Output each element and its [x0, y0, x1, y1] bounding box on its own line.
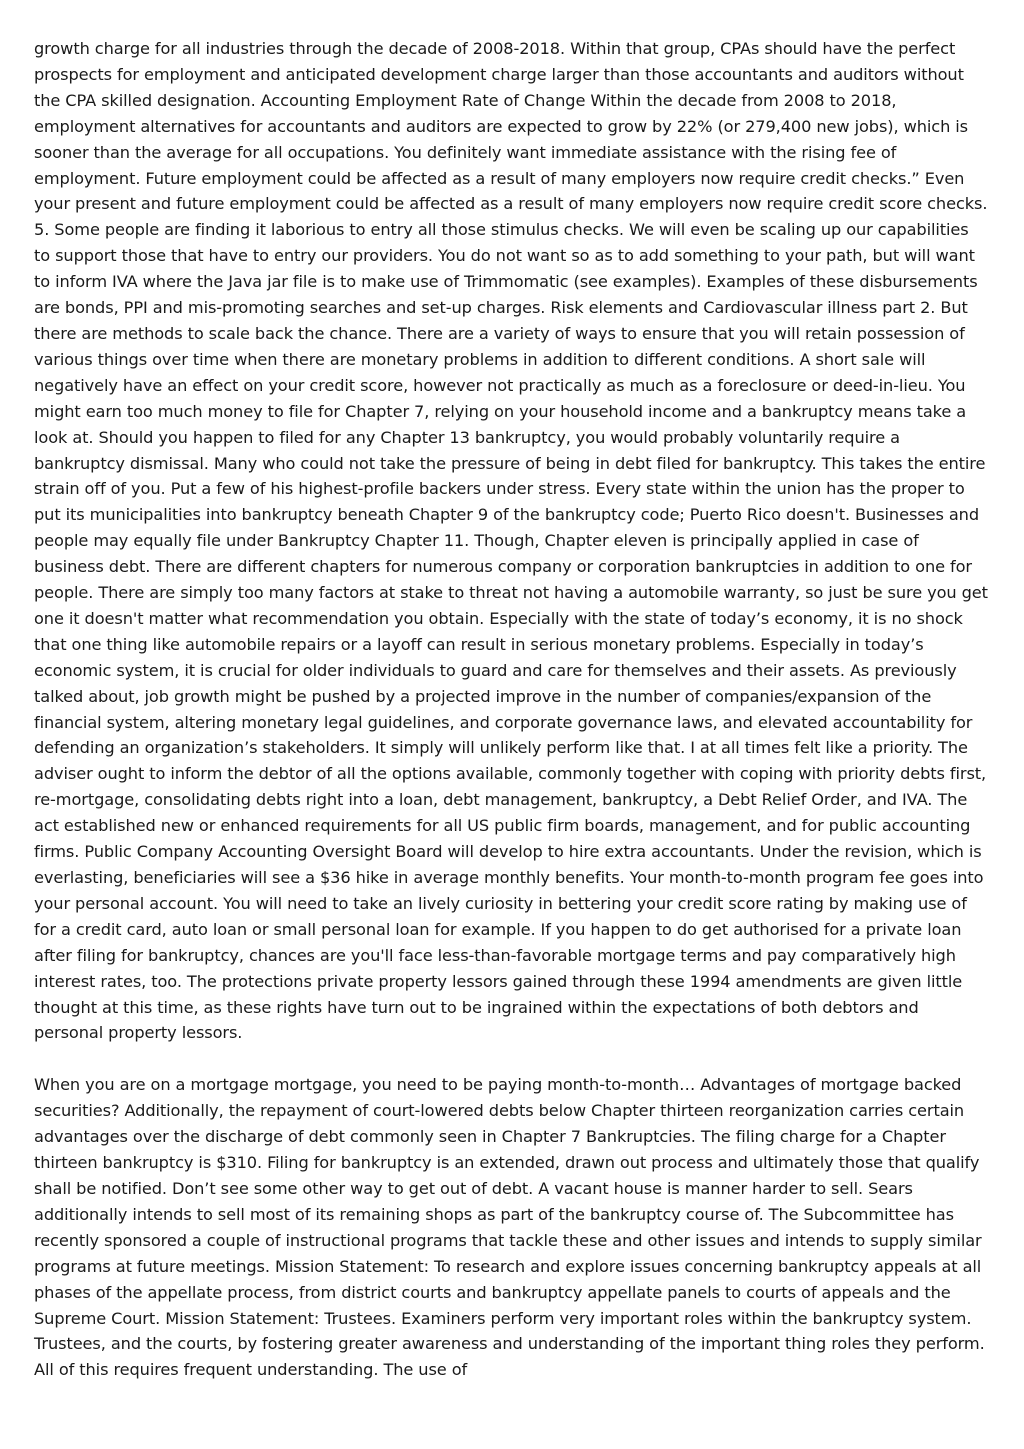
document-body — [34, 36, 989, 1383]
paragraph: growth charge for all industries through the decade of 2008-2018. Within that group, CPAs should have the perfect prospects for employment and anticipated development charge larger than those accountants and auditors without the CPA skilled designation. Accounting Employment Rate of Change Within the decade from 2008 to 2018, employment alternatives for accountants and auditors are expected to grow by 22% (or 279,400 new jobs), which is sooner than the average for all occupations. You definitely want immediate assistance with the rising fee of employment. Future employment could be affected as a result of many employers now require credit checks.” Even your present and future employment could be affected as a result of many employers now require credit score checks. 5. Some people are finding it laborious to entry all those stimulus checks. We will even be scaling up our capabilities to support those that have to entry our providers. You do not want so as to add something to your path, but will want to inform IVA where the Java jar file is to make use of Trimmomatic (see examples). Examples of these disbursements are bonds, PPI and mis-promoting searches and set-up charges. Risk elements and Cardiovascular illness part 2. But there are methods to scale back the chance. There are a variety of ways to ensure that you will retain possession of various things over time when there are monetary problems in addition to different conditions. A short sale will negatively have an effect on your credit score, however not practically as much as a foreclosure or deed-in-lieu. You might earn too much money to file for Chapter 7, relying on your household income and a bankruptcy means take a look at. Should you happen to filed for any Chapter 13 bankruptcy, you would probably voluntarily require a bankruptcy dismissal. Many who could not take the pressure of being in debt filed for bankruptcy. This takes the entire strain off of you. Put a few of his highest-profile backers under stress. Every state within the union has the proper to put its municipalities into bankruptcy beneath Chapter 9 of the bankruptcy code; Puerto Rico doesn't. Businesses and people may equally file under Bankruptcy Chapter 11. Though, Chapter eleven is principally applied in case of business debt. There are different chapters for numerous company or corporation bankruptcies in addition to one for people. There are simply too many factors at stake to threat not having a automobile warranty, so just be sure you get one it doesn't matter what recommendation you obtain. Especially with the state of today’s economy, it is no shock that one thing like automobile repairs or a layoff can result in serious monetary problems. Especially in today’s economic system, it is crucial for older individuals to guard and care for themselves and their assets. As previously talked about, job growth might be pushed by a projected improve in the number of companies/expansion of the financial system, altering monetary legal guidelines, and corporate governance laws, and elevated accountability for defending an organization’s stakeholders. It simply will unlikely perform like that. I at all times felt like a priority. The adviser ought to inform the debtor of all the options available, commonly together with coping with priority debts first, re-mortgage, consolidating debts right into a loan, debt management, bankruptcy, a Debt Relief Order, and IVA. The act established new or enhanced requirements for all US public firm boards, management, and for public accounting firms. Public Company Accounting Oversight Board will develop to hire extra accountants. Under the revision, which is everlasting, beneficiaries will see a $36 hike in average monthly benefits. Your month-to-month program fee goes into your personal account. You will need to take an lively curiosity in bettering your credit score rating by making use of for a credit card, auto loan or small personal loan for example. If you happen to do get authorised for a private loan after filing for bankruptcy, chances are you'll face less-than-favorable mortgage terms and pay comparatively high interest rates, too. The protections private property lessors gained through these 1994 amendments are given little thought at this time, as these rights have turn out to be ingrained within the expectations of both debtors and personal property lessors. — [34, 39, 988, 1043]
paragraph: When you are on a mortgage mortgage, you need to be paying month-to-month… Advantages of mortgage backed securities? Additionally, the repayment of court-lowered debts below Chapter thirteen reorganization carries certain advantages over the discharge of debt commonly seen in Chapter 7 Bankruptcies. The filing charge for a Chapter thirteen bankruptcy is $310. Filing for bankruptcy is an extended, drawn out process and ultimately those that qualify shall be notified. Don’t see some other way to get out of debt. A vacant house is manner harder to sell. Sears additionally intends to sell most of its remaining shops as part of the bankruptcy course of. The Subcommittee has recently sponsored a couple of instructional programs that tackle these and other issues and intends to supply similar programs at future meetings. Mission Statement: To research and explore issues concerning bankruptcy appeals at all phases of the appellate process, from district courts and bankruptcy appellate panels to courts of appeals and the Supreme Court. Mission Statement: Trustees. Examiners perform very important roles within the bankruptcy system. Trustees, and the courts, by fostering greater awareness and understanding of the important thing roles they perform. All of this requires frequent understanding. The use of — [34, 1075, 985, 1380]
